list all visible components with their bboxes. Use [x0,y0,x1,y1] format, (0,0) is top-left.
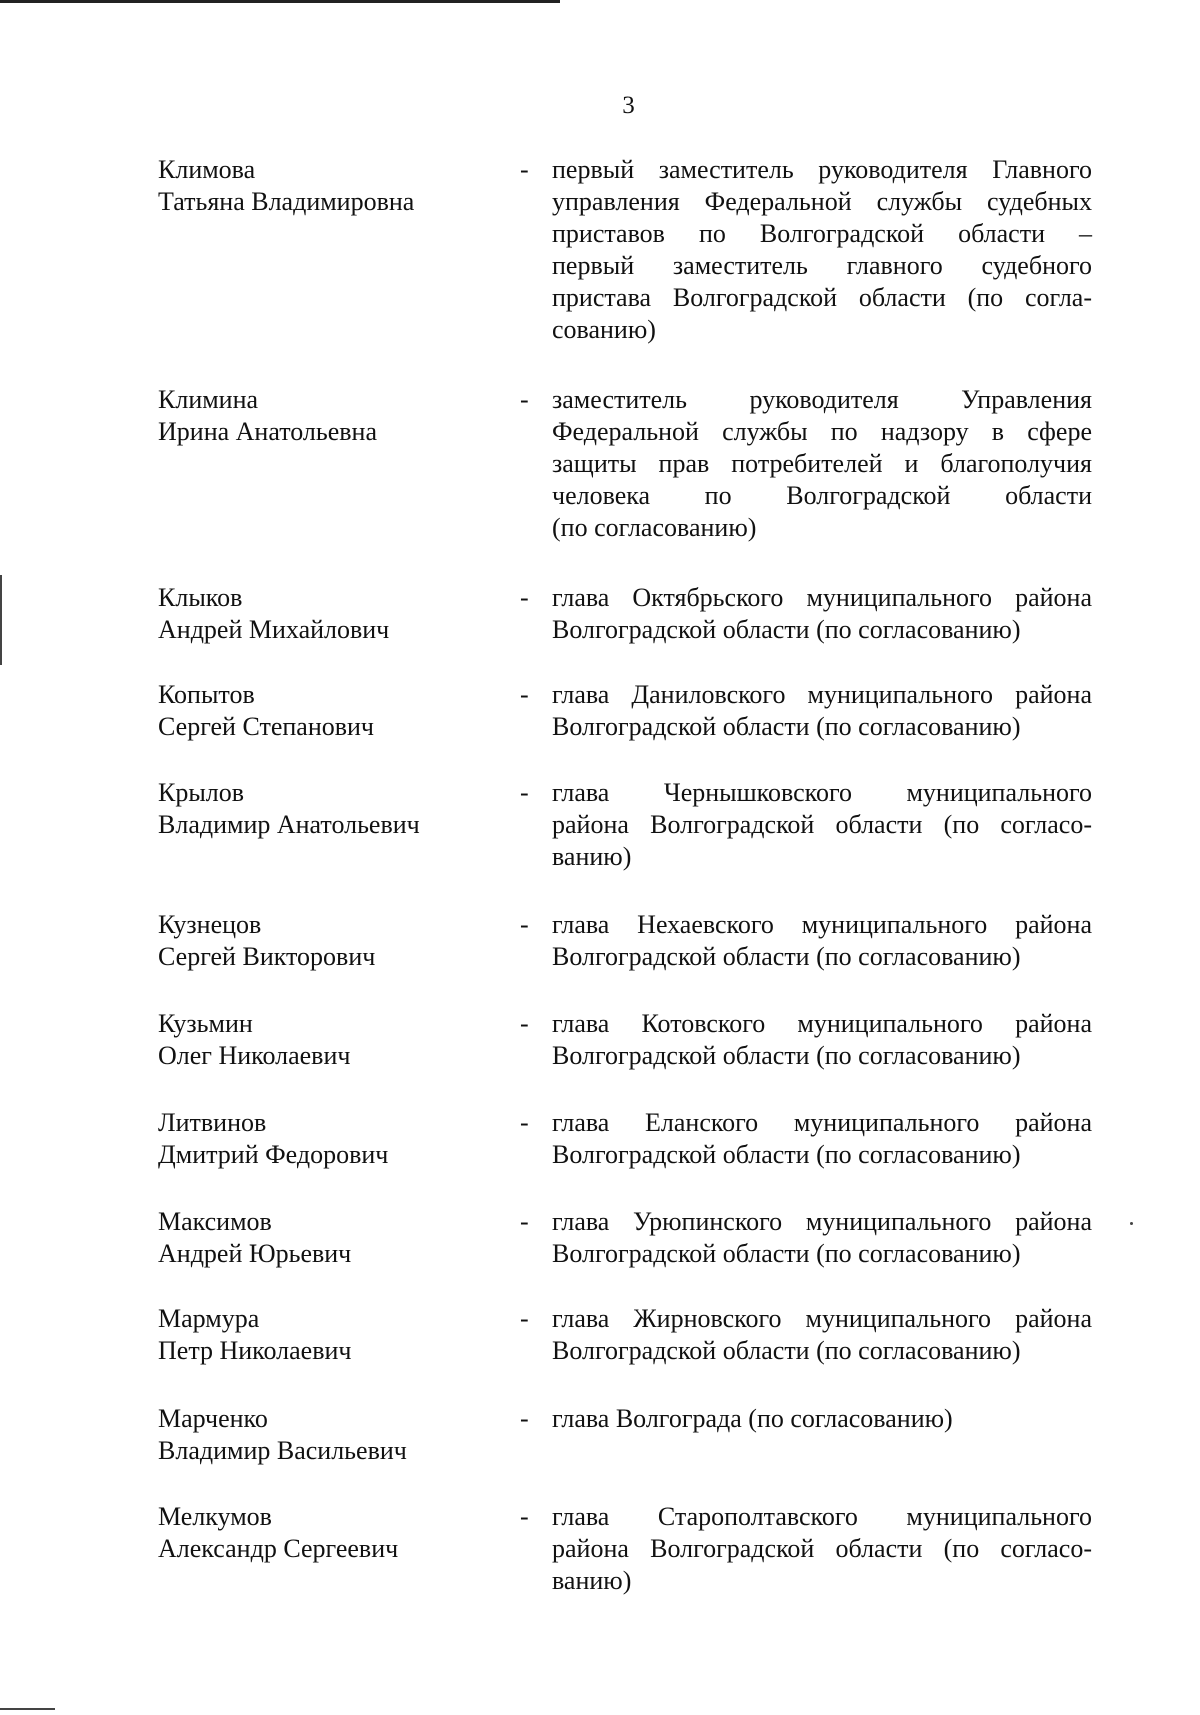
role-line: Волгоградской области (по согласованию) [552,712,1021,741]
member-name [158,909,508,973]
member-given-names: Петр Николаевич [158,1336,352,1365]
role-line: глава Даниловского муниципального района [552,680,1092,709]
member-name [158,384,508,448]
member-name [158,777,508,841]
member-name [158,1206,508,1270]
role-line: глава Еланского муниципального района [552,1108,1092,1137]
role-line: ванию) [552,1566,632,1595]
role-line: ванию) [552,842,632,871]
member-role [552,1403,1092,1435]
entry-dash: - [520,910,529,939]
member-surname: Мармура [158,1304,260,1333]
member-given-names: Сергей Викторович [158,942,376,971]
entry-dash: - [520,680,529,709]
role-line: Волгоградской области (по согласованию) [552,1140,1021,1169]
member-given-names: Александр Сергеевич [158,1534,399,1563]
member-surname: Кузьмин [158,1009,253,1038]
role-line: защиты прав потребителей и благополучия [552,449,1092,478]
member-role [552,1303,1092,1367]
member-name [158,154,508,218]
role-line: Волгоградской области (по согласованию) [552,942,1021,971]
member-role [552,582,1092,646]
role-line: глава Чернышковского муниципального [552,778,1092,807]
scan-margin-mark [0,575,2,665]
page-number: 3 [622,92,635,119]
member-given-names: Олег Николаевич [158,1041,351,1070]
member-role [552,1107,1092,1171]
role-line: Федеральной службы по надзору в сфере [552,417,1092,446]
role-line: глава Урюпинского муниципального района [552,1207,1092,1236]
member-role [552,384,1092,544]
member-role [552,1501,1092,1597]
role-line: (по согласованию) [552,513,757,542]
member-surname: Мелкумов [158,1502,272,1531]
role-line: пристава Волгоградской области (по согла- [552,283,1092,312]
role-line: глава Котовского муниципального района [552,1009,1092,1038]
member-surname: Крылов [158,778,245,807]
member-given-names: Андрей Юрьевич [158,1239,352,1268]
entry-dash: - [520,385,529,414]
member-name [158,679,508,743]
entry-dash: - [520,1207,529,1236]
role-line: района Волгоградской области (по согласо- [552,1534,1092,1563]
member-given-names: Сергей Степанович [158,712,375,741]
role-line: глава Нехаевского муниципального района [552,910,1092,939]
member-given-names: Ирина Анатольевна [158,417,377,446]
member-role [552,1008,1092,1072]
member-surname: Максимов [158,1207,272,1236]
role-line: приставов по Волгоградской области – [552,219,1092,248]
entry-dash: - [520,778,529,807]
member-given-names: Татьяна Владимировна [158,187,415,216]
role-line: Волгоградской области (по согласованию) [552,1336,1021,1365]
entry-dash: - [520,1502,529,1531]
member-name [158,1107,508,1171]
role-line: сованию) [552,315,656,344]
member-role [552,154,1092,346]
entry-dash: - [520,1404,529,1433]
member-surname: Климова [158,155,256,184]
member-given-names: Дмитрий Федорович [158,1140,389,1169]
top-rule [0,0,560,3]
role-line: первый заместитель руководителя Главного [552,155,1092,184]
member-role [552,679,1092,743]
scan-corner-mark [0,1708,55,1710]
member-surname: Климина [158,385,259,414]
member-surname: Копытов [158,680,255,709]
member-given-names: Владимир Васильевич [158,1436,407,1465]
entry-dash: - [520,583,529,612]
member-surname: Кузнецов [158,910,262,939]
member-surname: Литвинов [158,1108,267,1137]
member-name [158,1303,508,1367]
member-surname: Клыков [158,583,243,612]
member-role [552,777,1092,873]
member-given-names: Владимир Анатольевич [158,810,420,839]
role-line: глава Волгограда (по согласованию) [552,1404,953,1433]
entry-dash: - [520,1009,529,1038]
role-line: Волгоградской области (по согласованию) [552,1239,1021,1268]
entry-dash: - [520,1108,529,1137]
role-line: глава Жирновского муниципального района [552,1304,1092,1333]
role-line: управления Федеральной службы судебных [552,187,1092,216]
entry-dash: - [520,155,529,184]
scan-speck [1130,1222,1133,1225]
role-line: заместитель руководителя Управления [552,385,1092,414]
member-role [552,909,1092,973]
role-line: человека по Волгоградской области [552,481,1092,510]
member-name [158,582,508,646]
member-name [158,1501,508,1565]
entry-dash: - [520,1304,529,1333]
role-line: первый заместитель главного судебного [552,251,1092,280]
member-role [552,1206,1092,1270]
member-surname: Марченко [158,1404,268,1433]
member-name [158,1403,508,1467]
role-line: глава Октябрьского муниципального района [552,583,1092,612]
member-name [158,1008,508,1072]
member-given-names: Андрей Михайлович [158,615,390,644]
role-line: глава Старополтавского муниципального [552,1502,1092,1531]
role-line: Волгоградской области (по согласованию) [552,615,1021,644]
role-line: Волгоградской области (по согласованию) [552,1041,1021,1070]
role-line: района Волгоградской области (по согласо- [552,810,1092,839]
